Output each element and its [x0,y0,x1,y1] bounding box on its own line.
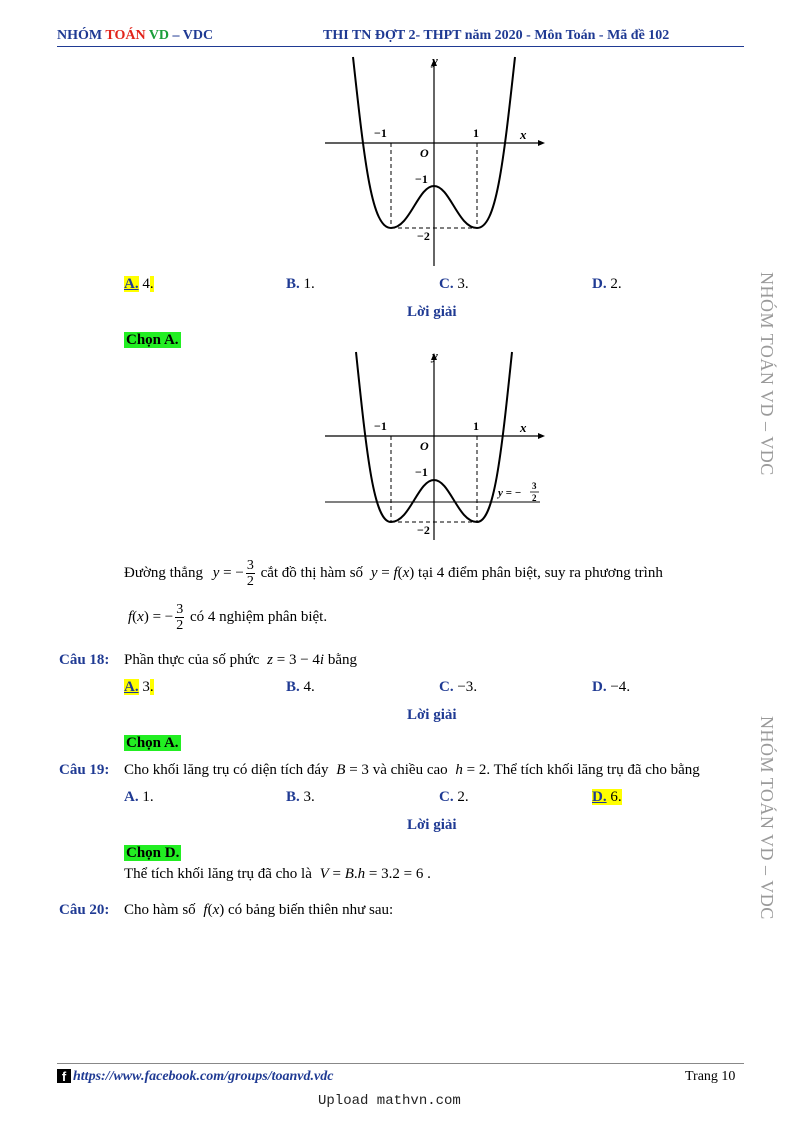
q18-question: Phần thực của số phức z = 3 − 4i bằng [124,652,358,668]
header-exam-title: THI TN ĐỢT 2- THPT năm 2020 - Môn Toán - Mã đề 102 [323,28,670,43]
q17-loi-giai: Lời giải [407,304,457,320]
footer-divider [57,1063,744,1064]
q17-option-b-letter: B. [286,276,300,292]
q19-option-d-value: 6 [610,789,618,805]
q18-option-b-value: 4 [303,679,312,695]
q19-text-b: và chiều cao [372,762,448,778]
q19-option-b-value: 3 [303,789,312,805]
graph2-origin: O [420,439,429,453]
graph2-tick-y-neg2: −2 [417,523,430,537]
q18-option-c: C. −3. [439,679,478,695]
q19-option-b: B. 3. [286,789,315,805]
q18-option-a: A. 3. [124,679,154,695]
q17-explain-line2: f(x) = − $\frac{3}{2}$ có 4 nghiệm phân biệt. [128,602,328,633]
q18-text: Phần thực của số phức [124,652,260,668]
graph1-tick-x-1: 1 [473,126,479,140]
graph2-line-label-num: 3 [532,481,537,491]
q19-option-d: D. 6. [592,789,622,805]
q19-question: Cho khối lăng trụ có diện tích đáy B = 3 và chiều cao h = 2. Thể tích khối lăng trụ đã cho bằng [124,762,700,778]
q18-option-b-letter: B. [286,679,300,695]
page-number: Trang 10 [685,1069,736,1084]
graph1-tick-x-neg1: −1 [374,126,387,140]
q19-explain-text: Thể tích khối lăng trụ đã cho là [124,866,312,882]
q17-option-c: C. 3. [439,276,469,292]
graph1-tick-y-neg2: −2 [417,229,430,243]
q18-label: Câu 18: [59,652,110,668]
graph2-line-label: y = − [498,487,522,499]
header-text-c: VD [148,28,170,43]
q19-option-c-value: 2 [457,789,465,805]
watermark-upper: NHÓM TOÁN VD – VDC [757,272,777,476]
q17-explain-line1: Đường thẳng y = − $\frac{3}{2}$ cắt đồ thị hàm số y = f(x) tại 4 điểm phân biệt, suy ra phương trình [124,558,663,589]
q17-explain-2: có 4 nghiệm phân biệt. [190,608,328,625]
q17-option-d-letter: D. [592,276,607,292]
header-group-name [57,28,213,44]
q17-explain-1b: cắt đồ thị hàm số [260,564,364,581]
graph2-line-label-den: 2 [532,493,537,503]
q17-chon: Chọn A. [126,332,179,348]
graph1-x-label: x [520,127,527,142]
q20-label: Câu 20: [59,902,110,918]
q18-option-a-value: 3 [142,679,150,695]
q19-option-c-letter: C. [439,789,454,805]
q20-question: Cho hàm số f(x) có bảng biến thiên như sau: [124,902,394,918]
q17-option-a: A. 4. [124,276,154,292]
upload-credit: Upload mathvn.com [318,1093,461,1109]
graph2-tick-x-neg1: −1 [374,419,387,433]
q18-option-b: B. 4. [286,679,315,695]
facebook-icon: f [57,1069,71,1083]
watermark-lower: NHÓM TOÁN VD – VDC [757,716,777,920]
q19-option-a-value: 1 [142,789,150,805]
q17-option-a-letter: A. [124,276,139,292]
graph1-origin: O [420,146,429,160]
graph2-tick-x-1: 1 [473,419,479,433]
graph2-x-label: x [520,420,527,435]
q19-option-a: A. 1. [124,789,154,805]
q18-option-c-value: −3 [457,679,474,695]
q19-option-b-letter: B. [286,789,300,805]
graph2-y-label: y [432,348,438,363]
q17-option-a-value: 4 [142,276,150,292]
q19-chon: Chọn D. [126,845,180,861]
q18-option-d: D. −4. [592,679,631,695]
graph1-tick-y-neg1: −1 [415,172,428,186]
q18-loi-giai: Lời giải [407,707,457,723]
header-text-d: – VDC [169,28,214,43]
q19-option-a-letter: A. [124,789,139,805]
q17-option-c-value: 3 [457,276,465,292]
graph2-tick-y-neg1: −1 [415,465,428,479]
q19-explain: Thể tích khối lăng trụ đã cho là V = B.h = 3.2 = 6 . [124,866,431,882]
q18-option-a-letter: A. [124,679,139,695]
q19-text-a: Cho khối lăng trụ có diện tích đáy [124,762,329,778]
q18-option-d-value: −4 [610,679,627,695]
q19-option-d-letter: D. [592,789,607,805]
q17-explain-1a: Đường thẳng [124,564,203,581]
q17-explain-1c: tại 4 điểm phân biệt, suy ra phương trình [418,564,663,581]
header-divider [57,46,744,47]
q18-option-c-letter: C. [439,679,454,695]
q17-option-d: D. 2. [592,276,622,292]
footer-facebook-link[interactable] [57,1069,333,1085]
q17-option-b-value: 1 [303,276,312,292]
q18-chon: Chọn A. [126,735,179,751]
q17-option-b: B. 1. [286,276,315,292]
header-text-a: NHÓM [57,28,106,43]
q20-text-a: Cho hàm số [124,902,196,918]
q18-option-d-letter: D. [592,679,607,695]
q19-option-c: C. 2. [439,789,469,805]
q17-option-d-value: 2 [610,276,618,292]
q18-text-end: bằng [327,652,358,668]
q20-text-b: có bảng biến thiên như sau: [228,902,394,918]
graph1-y-label: y [432,53,438,68]
footer-link-text: https://www.facebook.com/groups/toanvd.vdc [73,1069,334,1084]
q17-option-c-letter: C. [439,276,454,292]
header-text-b: TOÁN [105,28,146,43]
q19-label: Câu 19: [59,762,110,778]
function-graph-1 [320,52,545,272]
function-graph-2 [320,348,545,543]
q19-loi-giai: Lời giải [407,817,457,833]
q19-text-c: . Thể tích khối lăng trụ đã cho bằng [486,762,700,778]
